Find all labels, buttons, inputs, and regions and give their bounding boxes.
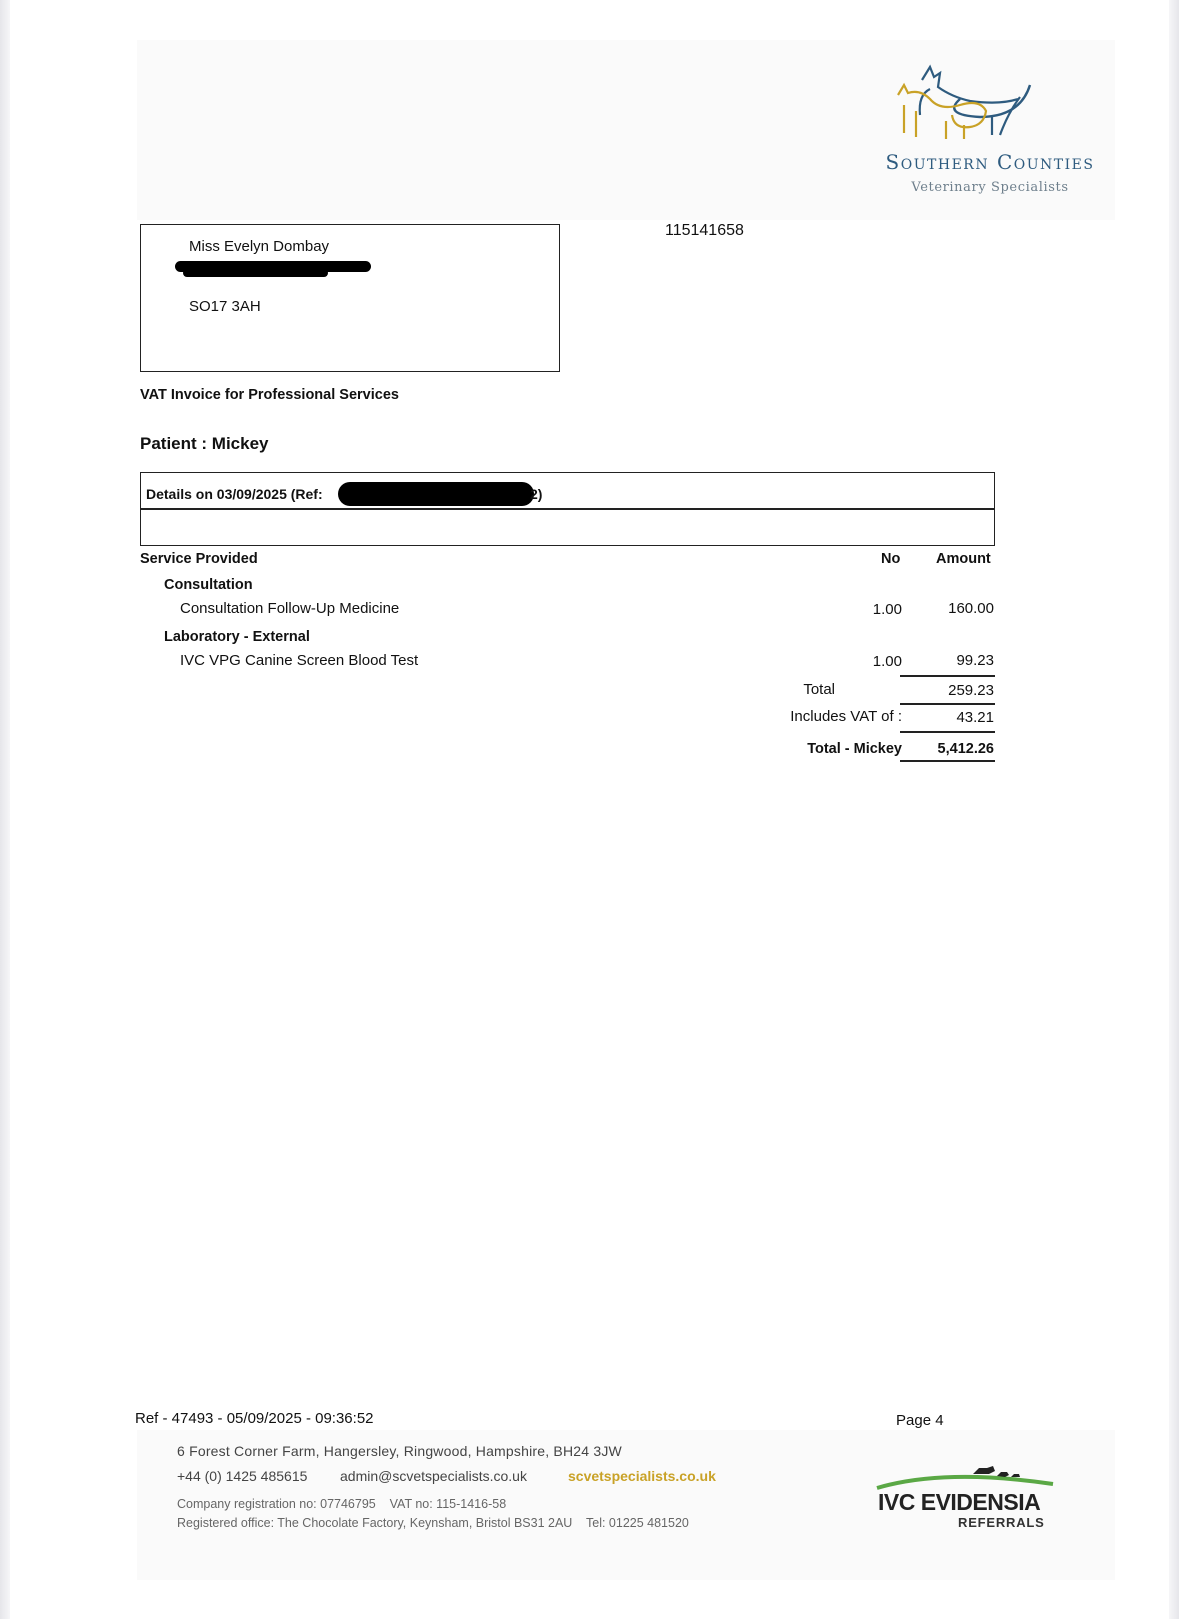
document-title: VAT Invoice for Professional Services (140, 387, 399, 403)
line-item-no: 1.00 (872, 601, 902, 618)
details-date: Details on 03/09/2025 (Ref: (146, 486, 323, 502)
client-postcode: SO17 3AH (189, 298, 261, 315)
clinic-address: 6 Forest Corner Farm, Hangersley, Ringwood, Hampshire, BH24 3JW (177, 1443, 622, 1459)
amount-column-header: Amount (936, 551, 991, 567)
line-item-no: 1.00 (872, 653, 902, 670)
clinic-name: Southern Counties (885, 150, 1095, 174)
clinic-subtitle: Veterinary Specialists (911, 180, 1069, 195)
grand-total-label: Total - Mickey (807, 741, 902, 757)
patient-name: Patient : Mickey (140, 434, 269, 453)
category-label: Consultation (164, 577, 253, 593)
vat-rule (900, 703, 995, 705)
vat-label: Includes VAT of : (790, 708, 902, 725)
clinic-website: scvetspecialists.co.uk (568, 1468, 716, 1484)
details-divider (140, 508, 995, 510)
details-ref-tail: 2) (530, 486, 543, 502)
category-label: Laboratory - External (164, 629, 310, 645)
footer-reference: Ref - 47493 - 05/09/2025 - 09:36:52 (135, 1410, 374, 1427)
group-subtitle: REFERRALS (958, 1515, 1045, 1530)
vat-value: 43.21 (956, 709, 994, 726)
invoice-number: 115141658 (665, 222, 744, 239)
line-item-description: Consultation Follow-Up Medicine (180, 600, 400, 617)
clinic-email: admin@scvetspecialists.co.uk (340, 1468, 527, 1484)
grand-total-rule-bottom (900, 760, 995, 762)
page-number: Page 4 (896, 1412, 944, 1429)
client-name: Miss Evelyn Dombay (189, 238, 330, 255)
redacted-reference (338, 482, 534, 506)
registered-office: Registered office: The Chocolate Factory, Keynsham, Bristol BS31 2AU Tel: 01225 481520 (177, 1516, 689, 1530)
redacted-address-line-2 (183, 269, 328, 277)
grand-total-value: 5,412.26 (937, 741, 994, 757)
company-registration: Company registration no: 07746795 VAT no: 115-1416-58 (177, 1497, 507, 1511)
total-rule-top (900, 675, 995, 677)
clinic-phone: +44 (0) 1425 485615 (177, 1468, 308, 1484)
ivc-swoosh-logo (875, 1462, 1055, 1492)
page-edge-right (1169, 0, 1179, 1619)
line-item-amount: 99.23 (956, 652, 994, 669)
service-column-header: Service Provided (140, 551, 258, 567)
line-item-description: IVC VPG Canine Screen Blood Test (180, 652, 419, 669)
total-value: 259.23 (948, 682, 994, 699)
grand-total-rule-top (900, 731, 995, 733)
page-edge-left (0, 0, 10, 1619)
line-item-amount: 160.00 (948, 600, 994, 617)
total-label: Total (803, 681, 835, 698)
no-column-header: No (881, 551, 901, 567)
group-name: IVC EVIDENSIA (878, 1489, 1041, 1515)
